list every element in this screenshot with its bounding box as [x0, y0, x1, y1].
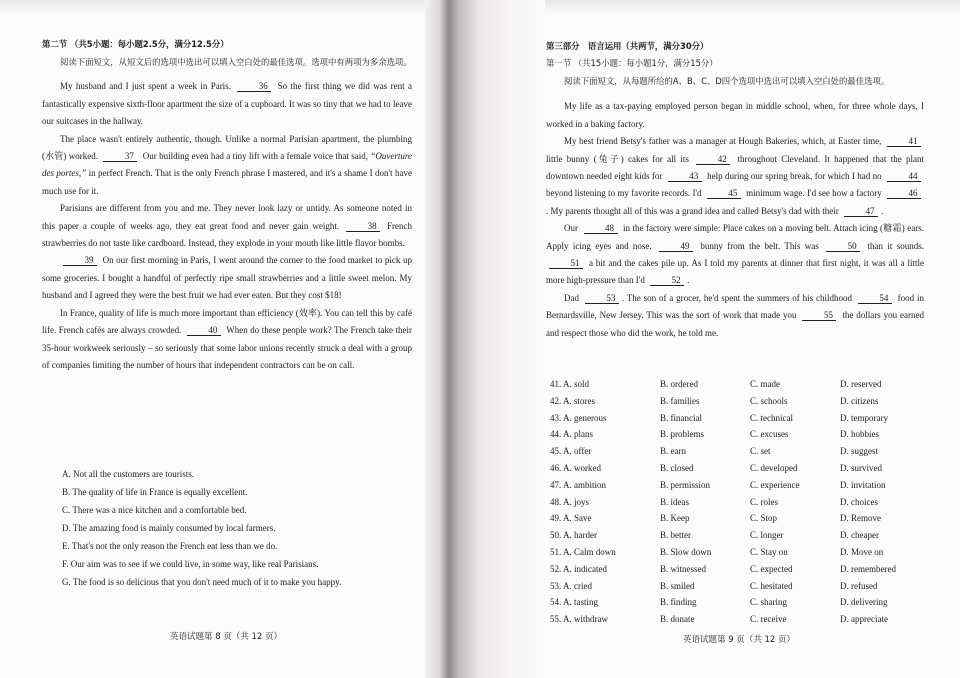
blank-49: 49 — [659, 241, 693, 252]
text-segment: . — [687, 275, 690, 286]
question-option-b: B. better — [660, 530, 691, 541]
question-option-d: D. temporary — [840, 412, 888, 423]
question-option-c: C. schools — [750, 395, 788, 406]
question-option-d: D. suggest — [840, 446, 878, 457]
text-segment: . My parents thought all of this was a grand idea and called Betsy's dad with their — [546, 205, 842, 216]
text-segment: In France, quality of life is much more important than efficiency (效率). You can tell this by café life. French cafés are always crowded. — [42, 307, 412, 336]
question-option-d: D. reserved — [840, 379, 882, 389]
question-option-a: 45. A. offer — [550, 446, 592, 457]
passage — [42, 78, 412, 374]
question-option-d: D. survived — [840, 462, 882, 473]
text-segment: Our building even had a tiny lift with a female voice that said, — [140, 151, 371, 162]
text-segment: So the first thing we did was rent a fantastically expensive sixth-floor apartment the size of a cupboard. It was so tiny that we had to leave our suitcases in the hallway. — [42, 81, 412, 127]
question-option-a: 43. A. generous — [550, 412, 607, 423]
paragraph — [42, 305, 412, 375]
text-segment: . The son of a grocer, he'd spent the summers of his childhood — [621, 292, 855, 303]
question-option-c: C. technical — [750, 412, 793, 423]
left-page — [42, 36, 412, 374]
text-segment: My best friend Betsy's father was a manager at Hough Bakeries, which, at Easter time, — [564, 136, 884, 147]
question-option-c: C. longer — [750, 530, 784, 541]
question-option-a: 49. A. Save — [550, 513, 592, 524]
paragraph — [546, 290, 924, 342]
blank-40: 40 — [187, 325, 221, 336]
question-option-b: B. closed — [660, 462, 694, 473]
question-options — [550, 376, 940, 628]
question-option-a: 55. A. withdraw — [550, 614, 608, 625]
text-segment: beyond listening to my favorite records. I'd — [546, 188, 704, 199]
question-option-a: 46. A. worked — [550, 462, 601, 473]
question-option-c: C. experience — [750, 479, 800, 490]
question-option-b: B. ideas — [660, 496, 689, 507]
blank-39: 39 — [63, 255, 97, 266]
option-item: A. Not all the customers are tourists. — [62, 469, 194, 479]
text-segment: The place wasn't entirely authentic, though. Unlike a normal Parisian apartment, the plumbing (水管) worked. — [42, 133, 412, 162]
question-option-c: C. Stay on — [750, 546, 788, 557]
blank-55: 55 — [802, 310, 836, 321]
question-option-d: D. Move on — [840, 546, 884, 557]
section-title: 第一节 （共15小题：每小题1分，满分15分） — [546, 58, 718, 69]
blank-41: 41 — [887, 136, 921, 147]
blank-54: 54 — [858, 293, 892, 304]
text-segment: My husband and I just spent a week in Paris. — [60, 81, 235, 92]
text-segment: than it sounds. — [863, 240, 924, 251]
blank-37: 37 — [103, 151, 137, 162]
question-option-d: D. invitation — [840, 479, 886, 490]
text-segment: On our first morning in Paris, I went around the corner to the food market to pick up some groceries. I bought a handful of perfectly ripe small strawberries and a little sweet melon. My husband and I agreed they were the best fruit we had ever eaten. But they cost $18! — [42, 255, 412, 301]
question-option-b: B. permission — [660, 479, 711, 490]
question-option-b: B. finding — [660, 597, 697, 608]
options-list — [62, 465, 422, 591]
question-option-c: C. receive — [750, 614, 787, 625]
question-option-b: B. smiled — [660, 580, 695, 591]
text-segment: Our — [564, 223, 581, 234]
book-gutter-shadow — [425, 0, 545, 678]
text-segment: little bunny (兔子) cakes for all its — [546, 153, 694, 164]
text-segment: bunny from the belt. This was — [696, 240, 824, 251]
question-option-c: C. set — [750, 446, 771, 457]
option-item: G. The food is so delicious that you don't need much of it to make you happy. — [62, 577, 342, 587]
question-option-c: C. hesitated — [750, 580, 793, 591]
question-option-a: 48. A. joys — [550, 496, 590, 507]
paragraph — [42, 252, 412, 304]
blank-36: 36 — [237, 81, 271, 92]
blank-43: 43 — [668, 171, 702, 182]
question-option-b: B. earn — [660, 446, 686, 457]
blank-51: 51 — [549, 258, 583, 269]
question-option-c: C. made — [750, 379, 780, 389]
paragraph — [42, 200, 412, 252]
question-option-d: D. remembered — [840, 563, 896, 574]
option-item: D. The amazing food is mainly consumed by local farmers. — [62, 523, 276, 533]
question-option-c: C. roles — [750, 496, 778, 507]
question-option-a: 51. A. Calm down — [550, 546, 616, 557]
option-item: C. There was a nice kitchen and a comfortable bed. — [62, 505, 247, 515]
blank-44: 44 — [887, 171, 921, 182]
text-segment: Dad — [564, 292, 582, 303]
question-option-d: D. citizens — [840, 395, 879, 406]
paragraph — [42, 131, 412, 201]
option-item: F. Our aim was to see if we could live, in some way, like real Parisians. — [62, 559, 319, 569]
question-option-d: D. appreciate — [840, 614, 888, 625]
blank-52: 52 — [650, 275, 684, 286]
question-option-a: 47. A. ambition — [550, 479, 606, 490]
text-segment: in the factory were simple: Place cakes on a moving belt. Attach icing (糖霜) ears. Apply icing eyes and nose. — [546, 223, 925, 251]
text-segment: throughout Cleveland. It happened that the plant downtown needed eight kids for — [546, 153, 924, 182]
question-option-a: 54. A. tasting — [550, 597, 599, 608]
question-option-d: D. refused — [840, 580, 878, 591]
question-option-b: B. Keep — [660, 513, 690, 524]
question-option-a: 53. A. cried — [550, 580, 592, 591]
instructions: 阅读下面短文，从短文后的选项中选出可以填入空白处的最佳选项。选项中有两项为多余选项。 — [60, 57, 412, 68]
paragraph — [546, 98, 924, 133]
blank-48: 48 — [584, 223, 618, 234]
blank-45: 45 — [707, 188, 741, 199]
text-segment: Parisians are different from you and me. They never look lazy or untidy. As someone noted in this paper a couple of weeks ago, they eat great food and never gain weight. — [42, 203, 412, 231]
text-segment: minimum wage. I'd see how a factory — [743, 188, 884, 199]
text-segment: food in Bernardsville, New Jersey. This was the sort of work that made you — [546, 292, 924, 321]
option-item: E. That's not the only reason the French eat less than we do. — [62, 541, 278, 551]
question-option-c: C. excuses — [750, 429, 789, 440]
question-option-b: B. donate — [660, 614, 695, 625]
question-option-c: C. Stop — [750, 513, 778, 524]
question-option-d: D. delivering — [840, 597, 888, 608]
question-option-c: C. developed — [750, 462, 798, 473]
blank-42: 42 — [696, 154, 730, 165]
question-option-b: B. witnessed — [660, 563, 706, 574]
question-option-a: 52. A. indicated — [550, 563, 607, 574]
right-page — [546, 38, 924, 342]
text-segment: When do these people work? The French take their 35-hour workweek seriously – so seriously that some labor unions recently struck a deal with a group of companies limiting the number of hours that independent contractors can be on call. — [42, 325, 412, 370]
blank-50: 50 — [826, 241, 860, 252]
question-option-b: B. financial — [660, 412, 702, 423]
page-footer: 英语试题第 8 页（共 12 页） — [170, 632, 283, 642]
blank-53: 53 — [585, 293, 619, 304]
paragraph — [546, 220, 924, 290]
question-option-d: D. hobbies — [840, 429, 879, 440]
page-footer: 英语试题第 9 页（共 12 页） — [683, 635, 796, 645]
question-option-b: B. ordered — [660, 379, 698, 389]
passage — [546, 98, 924, 342]
paragraph — [42, 78, 412, 130]
text-segment: help during our spring break, for which I had no — [704, 171, 884, 182]
question-option-a: 42. A. stores — [550, 395, 595, 406]
text-segment: French strawberries do not taste like cardboard. Instead, they explode in your mouth like little flavor bombs. — [42, 220, 412, 249]
text-segment: My life as a tax-paying employed person began in middle school, when, for three whole days, I worked in a baking factory. — [546, 101, 924, 129]
question-option-d: D. cheaper — [840, 530, 879, 541]
question-option-c: C. sharing — [750, 597, 787, 608]
option-item: B. The quality of life in France is equally excellent. — [62, 487, 248, 497]
question-option-d: D. Remove — [840, 513, 881, 524]
question-option-b: B. families — [660, 395, 700, 406]
blank-47: 47 — [844, 206, 878, 217]
blank-46: 46 — [887, 188, 921, 199]
text-segment: . — [881, 205, 884, 216]
text-segment: “Ouverture des portes,” — [42, 151, 412, 179]
question-option-a: 50. A. harder — [550, 530, 597, 541]
part-title: 第三部分 语言运用（共两节，满分30分） — [546, 41, 709, 51]
question-option-b: B. Slow down — [660, 546, 712, 557]
question-option-a: 41. A. sold — [550, 379, 590, 389]
blank-38: 38 — [346, 221, 380, 232]
question-option-d: D. choices — [840, 496, 878, 507]
question-option-c: C. expected — [750, 563, 793, 574]
question-option-b: B. problems — [660, 429, 704, 440]
text-segment: a bit and the cakes pile up. As I told my parents at dinner that first night, it was all a little more high-pressure than I'd — [546, 258, 924, 286]
text-segment: in perfect French. That is the only French phrase I mastered, and it's a shame I don't have much use for it. — [42, 168, 412, 196]
question-option-a: 44. A. plans — [550, 429, 594, 440]
section-title: 第二节 （共5小题：每小题2.5分，满分12.5分） — [42, 39, 229, 49]
paragraph — [546, 133, 924, 220]
text-segment: the dollars you earned and respect those who did the work, he told me. — [546, 310, 924, 338]
instructions: 阅读下面短文，从每题所给的A、B、C、D四个选项中选出可以填入空白处的最佳选项。 — [564, 76, 890, 87]
